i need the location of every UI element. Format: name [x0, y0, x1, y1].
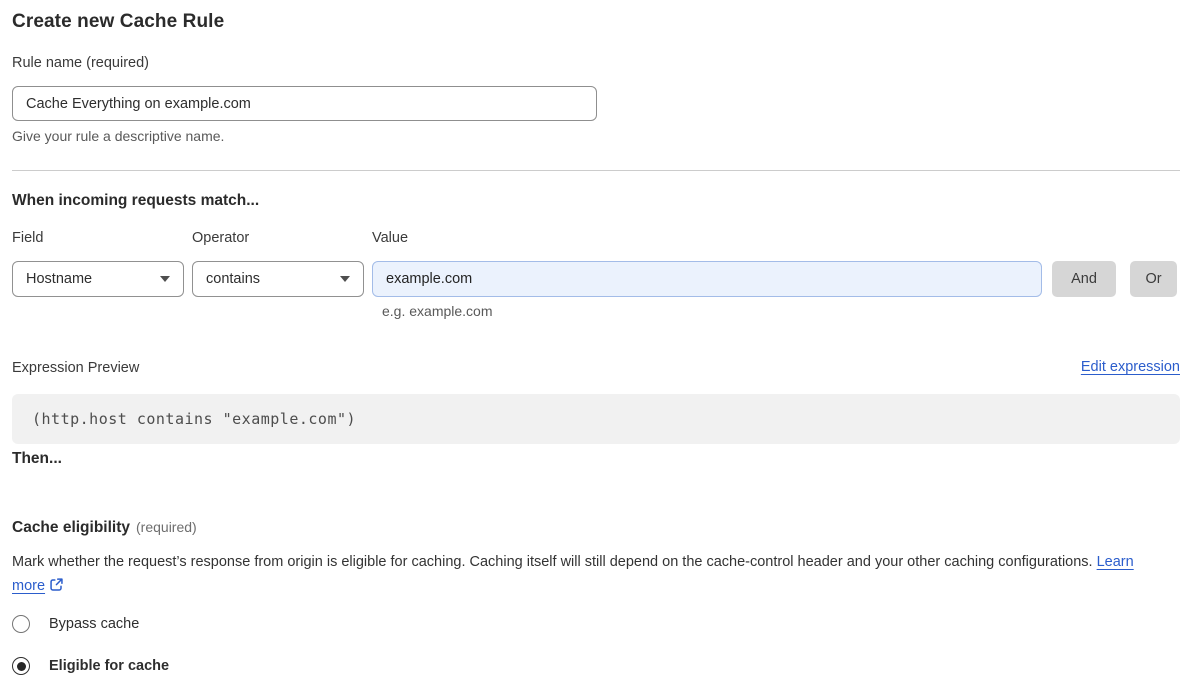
- match-section-heading: When incoming requests match...: [12, 192, 260, 209]
- page-title: Create new Cache Rule: [12, 11, 225, 32]
- rule-name-help-text: Give your rule a descriptive name.: [12, 128, 225, 144]
- cache-eligibility-heading: [12, 519, 197, 537]
- chevron-down-icon: [160, 276, 170, 282]
- learn-more-link[interactable]: Learn more: [12, 554, 1134, 594]
- eligible-for-cache-label: Eligible for cache: [49, 658, 170, 674]
- field-select[interactable]: [12, 261, 184, 297]
- match-controls-row: [12, 261, 1177, 297]
- field-select-value: Hostname: [26, 271, 93, 287]
- edit-expression-link[interactable]: Edit expression: [1080, 359, 1180, 375]
- bypass-cache-option[interactable]: [12, 615, 139, 633]
- cache-eligibility-description-text: Mark whether the request’s response from origin is eligible for caching. Caching itself will still depend on the cache-control header and your other caching configurations.: [12, 554, 1093, 570]
- cache-eligibility-description: [12, 550, 1160, 600]
- rule-name-label: Rule name (required): [12, 55, 150, 71]
- field-column-label: Field: [12, 230, 44, 246]
- operator-select[interactable]: [192, 261, 364, 297]
- section-divider: [12, 170, 1180, 171]
- external-link-icon: [49, 576, 64, 600]
- value-help-text: e.g. example.com: [382, 303, 493, 319]
- expression-code: (http.host contains "example.com"): [32, 410, 357, 428]
- required-tag: (required): [136, 519, 197, 535]
- eligible-for-cache-option[interactable]: [12, 657, 169, 675]
- bypass-cache-label: Bypass cache: [49, 616, 140, 632]
- or-button[interactable]: Or: [1130, 261, 1177, 297]
- radio-selected-icon[interactable]: [12, 657, 30, 675]
- radio-unselected-icon[interactable]: [12, 615, 30, 633]
- operator-column-label: Operator: [192, 230, 250, 246]
- then-section-heading: Then...: [12, 450, 62, 467]
- expression-preview-label: Expression Preview: [12, 360, 140, 376]
- value-column-label: Value: [372, 230, 409, 246]
- chevron-down-icon: [340, 276, 350, 282]
- and-button[interactable]: And: [1052, 261, 1116, 297]
- expression-preview-block: [12, 394, 1180, 444]
- cache-eligibility-heading-text: Cache eligibility: [12, 519, 131, 536]
- operator-select-value: contains: [206, 271, 261, 287]
- rule-name-input[interactable]: [12, 86, 597, 121]
- value-input[interactable]: [372, 261, 1042, 297]
- match-column-labels: [12, 230, 1042, 246]
